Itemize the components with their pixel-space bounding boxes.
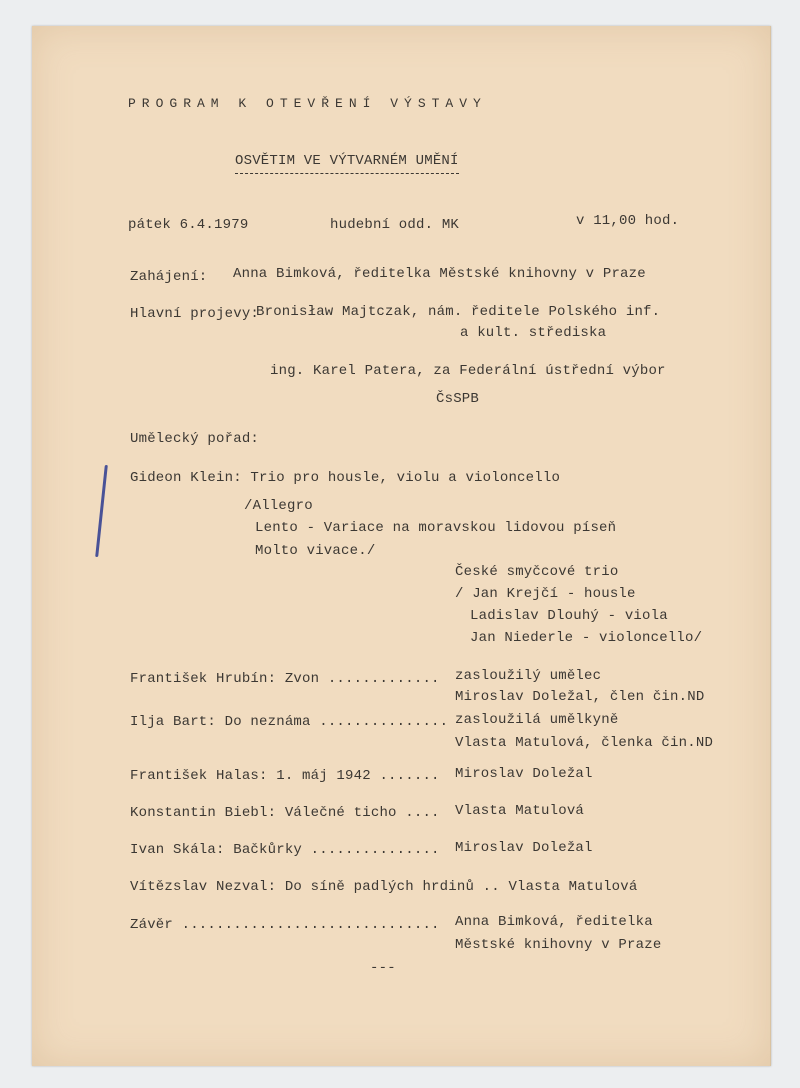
speech-2-line-2: ČsSPB [436, 391, 480, 407]
movement-1: /Allegro [244, 498, 313, 514]
recitation-right: Miroslav Doležal [455, 840, 593, 856]
opening-text: Anna Bimková, ředitelka Městské knihovny v Praze [233, 266, 646, 282]
music-work: Gideon Klein: Trio pro housle, violu a violoncello [130, 470, 561, 486]
document-subtitle: OSVĚTIM VE VÝTVARNÉM UMĚNÍ [235, 153, 459, 174]
document-title: PROGRAM K OTEVŘENÍ VÝSTAVY [128, 96, 487, 111]
speech-2-line-1: ing. Karel Patera, za Federální ústřední výbor [270, 363, 666, 379]
ensemble-member-2: Ladislav Dlouhý - viola [470, 608, 668, 624]
speech-1-line-1: Bronisław Majtczak, nám. ředitele Polského inf. [256, 304, 661, 320]
recitation-left: Vítězslav Nezval: Do síně padlých hrdinů .. Vlasta Matulová [130, 879, 638, 895]
recitation-right: Vlasta Matulová [455, 803, 585, 819]
opening-label: Zahájení: [130, 269, 208, 285]
speeches-label: Hlavní projevy: [130, 306, 260, 322]
recitation-right: zasloužilá umělkyně [455, 712, 619, 728]
event-date: pátek 6.4.1979 [128, 217, 249, 233]
recitation-right: Vlasta Matulová, členka čin.ND [455, 735, 714, 751]
recitation-left: Ilja Bart: Do neznáma ............... [130, 714, 449, 730]
end-mark: --- [370, 960, 396, 976]
movement-3: Molto vivace./ [255, 543, 376, 559]
recitation-right: Anna Bimková, ředitelka [455, 914, 653, 930]
document-page [32, 26, 771, 1066]
recitation-right: zasloužilý umělec [455, 668, 602, 684]
ensemble-name: České smyčcové trio [455, 564, 619, 580]
recitation-right: Miroslav Doležal, člen čin.ND [455, 689, 705, 705]
recitation-right: Městské knihovny v Praze [455, 937, 662, 953]
recitation-left: Závěr .............................. [130, 917, 440, 933]
ensemble-member-3: Jan Niederle - violoncello/ [470, 630, 703, 646]
speech-1-line-2: a kult. střediska [460, 325, 607, 341]
recitation-left: František Halas: 1. máj 1942 ....... [130, 768, 440, 784]
recitation-left: Konstantin Biebl: Válečné ticho .... [130, 805, 440, 821]
recitation-left: František Hrubín: Zvon ............. [130, 671, 440, 687]
recitation-right: Miroslav Doležal [455, 766, 593, 782]
event-place: hudební odd. MK [330, 217, 460, 233]
recitation-left: Ivan Skála: Bačkůrky ............... [130, 842, 440, 858]
ensemble-member-1: / Jan Krejčí - housle [455, 586, 636, 602]
movement-2: Lento - Variace na moravskou lidovou píseň [255, 520, 617, 536]
art-program-label: Umělecký pořad: [130, 431, 260, 447]
event-time: v 11,00 hod. [576, 213, 680, 229]
